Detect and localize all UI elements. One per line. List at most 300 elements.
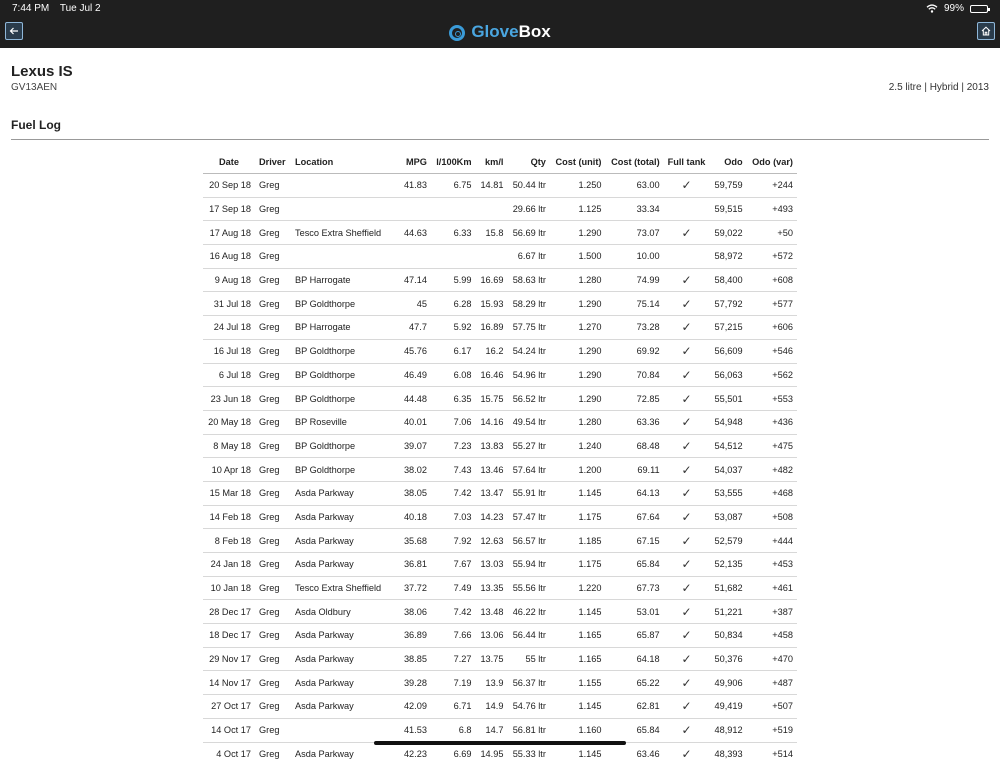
cell-qty: 56.69 ltr <box>507 221 549 245</box>
cell-cost-total: 75.14 <box>605 292 663 316</box>
fuel-log-body <box>203 174 797 765</box>
cell-kml: 14.23 <box>476 505 508 529</box>
cell-kml: 15.75 <box>476 387 508 411</box>
cell-cost-unit: 1.160 <box>550 718 606 742</box>
cell-cost-unit: 1.175 <box>550 505 606 529</box>
cell-cost-total: 72.85 <box>605 387 663 411</box>
cell-qty: 58.63 ltr <box>507 268 549 292</box>
cell-date: 16 Aug 18 <box>203 245 255 269</box>
cell-odo: 52,135 <box>709 553 746 577</box>
table-row[interactable] <box>203 671 797 695</box>
cell-l100km: 6.71 <box>431 695 476 719</box>
cell-full-tank: ✓ <box>664 553 710 577</box>
cell-location: BP Goldthorpe <box>291 363 399 387</box>
cell-odo-var: +519 <box>747 718 797 742</box>
table-row[interactable] <box>203 245 797 269</box>
table-row[interactable] <box>203 742 797 765</box>
cell-location: Asda Parkway <box>291 553 399 577</box>
home-icon <box>981 26 991 36</box>
cell-mpg: 39.07 <box>399 434 431 458</box>
table-row[interactable] <box>203 647 797 671</box>
cell-full-tank: ✓ <box>664 410 710 434</box>
cell-full-tank: ✓ <box>664 363 710 387</box>
cell-driver: Greg <box>255 624 291 648</box>
cell-l100km: 6.08 <box>431 363 476 387</box>
table-row[interactable] <box>203 292 797 316</box>
cell-full-tank <box>664 197 710 221</box>
cell-date: 31 Jul 18 <box>203 292 255 316</box>
cell-mpg: 40.01 <box>399 410 431 434</box>
cell-l100km: 6.75 <box>431 174 476 198</box>
cell-driver: Greg <box>255 576 291 600</box>
cell-odo: 59,515 <box>709 197 746 221</box>
brand-name-part1: Glove <box>471 22 518 41</box>
cell-odo-var: +482 <box>747 458 797 482</box>
cell-location: BP Harrogate <box>291 268 399 292</box>
cell-date: 14 Oct 17 <box>203 718 255 742</box>
table-row[interactable] <box>203 197 797 221</box>
cell-location: Tesco Extra Sheffield <box>291 576 399 600</box>
cell-cost-unit: 1.280 <box>550 268 606 292</box>
cell-odo: 54,037 <box>709 458 746 482</box>
cell-odo-var: +507 <box>747 695 797 719</box>
cell-odo: 53,555 <box>709 481 746 505</box>
cell-driver: Greg <box>255 245 291 269</box>
cell-date: 14 Nov 17 <box>203 671 255 695</box>
cell-odo-var: +468 <box>747 481 797 505</box>
cell-cost-total: 62.81 <box>605 695 663 719</box>
cell-kml: 14.95 <box>476 742 508 765</box>
cell-kml: 16.46 <box>476 363 508 387</box>
cell-odo-var: +244 <box>747 174 797 198</box>
cell-cost-unit: 1.280 <box>550 410 606 434</box>
cell-odo-var: +461 <box>747 576 797 600</box>
cell-date: 16 Jul 18 <box>203 339 255 363</box>
cell-cost-unit: 1.165 <box>550 624 606 648</box>
cell-odo: 51,682 <box>709 576 746 600</box>
cell-date: 9 Aug 18 <box>203 268 255 292</box>
table-row[interactable] <box>203 221 797 245</box>
cell-driver: Greg <box>255 434 291 458</box>
cell-cost-total: 65.84 <box>605 718 663 742</box>
cell-kml: 14.16 <box>476 410 508 434</box>
status-time: 7:44 PM <box>12 3 49 14</box>
cell-cost-total: 64.18 <box>605 647 663 671</box>
cell-kml: 16.89 <box>476 316 508 340</box>
cell-odo: 55,501 <box>709 387 746 411</box>
cell-kml: 14.7 <box>476 718 508 742</box>
cell-cost-unit: 1.175 <box>550 553 606 577</box>
cell-date: 20 May 18 <box>203 410 255 434</box>
battery-percent: 99% <box>944 3 964 14</box>
cell-full-tank: ✓ <box>664 174 710 198</box>
cell-cost-total: 69.11 <box>605 458 663 482</box>
cell-driver: Greg <box>255 221 291 245</box>
app-brand <box>0 22 1000 42</box>
cell-odo: 48,393 <box>709 742 746 765</box>
table-row[interactable] <box>203 458 797 482</box>
cell-location: Asda Parkway <box>291 742 399 765</box>
cell-odo-var: +606 <box>747 316 797 340</box>
cell-odo-var: +436 <box>747 410 797 434</box>
cell-l100km: 7.19 <box>431 671 476 695</box>
table-header-row <box>203 151 797 174</box>
cell-kml: 14.81 <box>476 174 508 198</box>
cell-mpg: 47.14 <box>399 268 431 292</box>
table-row[interactable] <box>203 481 797 505</box>
cell-full-tank: ✓ <box>664 695 710 719</box>
cell-date: 29 Nov 17 <box>203 647 255 671</box>
cell-cost-total: 73.07 <box>605 221 663 245</box>
cell-full-tank: ✓ <box>664 600 710 624</box>
cell-location: Asda Parkway <box>291 529 399 553</box>
cell-full-tank: ✓ <box>664 292 710 316</box>
cell-cost-total: 67.15 <box>605 529 663 553</box>
cell-cost-unit: 1.290 <box>550 387 606 411</box>
cell-full-tank: ✓ <box>664 647 710 671</box>
cell-cost-total: 63.46 <box>605 742 663 765</box>
table-row[interactable] <box>203 695 797 719</box>
wifi-icon <box>926 4 938 13</box>
gloveBox-logo-icon <box>449 25 465 41</box>
header-location: Location <box>291 151 399 174</box>
cell-mpg: 44.48 <box>399 387 431 411</box>
cell-qty: 56.52 ltr <box>507 387 549 411</box>
cell-kml <box>476 245 508 269</box>
cell-mpg: 38.02 <box>399 458 431 482</box>
cell-odo: 58,400 <box>709 268 746 292</box>
cell-location: BP Goldthorpe <box>291 387 399 411</box>
cell-location: BP Roseville <box>291 410 399 434</box>
cell-full-tank: ✓ <box>664 434 710 458</box>
cell-odo: 52,579 <box>709 529 746 553</box>
cell-driver: Greg <box>255 268 291 292</box>
header-mpg: MPG <box>399 151 431 174</box>
cell-kml: 15.8 <box>476 221 508 245</box>
header-cost-total: Cost (total) <box>605 151 663 174</box>
cell-cost-unit: 1.125 <box>550 197 606 221</box>
cell-l100km: 7.27 <box>431 647 476 671</box>
cell-odo-var: +562 <box>747 363 797 387</box>
cell-kml: 13.83 <box>476 434 508 458</box>
cell-cost-unit: 1.185 <box>550 529 606 553</box>
cell-driver: Greg <box>255 174 291 198</box>
cell-mpg <box>399 197 431 221</box>
cell-odo: 54,512 <box>709 434 746 458</box>
cell-cost-unit: 1.145 <box>550 742 606 765</box>
cell-driver: Greg <box>255 458 291 482</box>
cell-odo: 56,063 <box>709 363 746 387</box>
cell-location: BP Goldthorpe <box>291 292 399 316</box>
cell-date: 24 Jan 18 <box>203 553 255 577</box>
cell-l100km: 5.99 <box>431 268 476 292</box>
header-date: Date <box>203 151 255 174</box>
top-bar <box>0 0 1000 48</box>
cell-kml: 13.46 <box>476 458 508 482</box>
cell-odo-var: +508 <box>747 505 797 529</box>
cell-odo-var: +608 <box>747 268 797 292</box>
cell-mpg: 35.68 <box>399 529 431 553</box>
cell-driver: Greg <box>255 671 291 695</box>
cell-kml: 13.06 <box>476 624 508 648</box>
cell-driver: Greg <box>255 410 291 434</box>
cell-odo: 50,376 <box>709 647 746 671</box>
cell-qty: 54.96 ltr <box>507 363 549 387</box>
cell-driver: Greg <box>255 197 291 221</box>
cell-location <box>291 245 399 269</box>
table-row[interactable] <box>203 363 797 387</box>
cell-mpg: 40.18 <box>399 505 431 529</box>
cell-qty: 50.44 ltr <box>507 174 549 198</box>
status-bar-right <box>926 3 988 14</box>
cell-l100km: 6.33 <box>431 221 476 245</box>
table-row[interactable] <box>203 624 797 648</box>
cell-odo-var: +475 <box>747 434 797 458</box>
battery-icon <box>970 5 988 13</box>
header-odo-var: Odo (var) <box>747 151 797 174</box>
cell-odo-var: +577 <box>747 292 797 316</box>
cell-cost-total: 65.84 <box>605 553 663 577</box>
cell-kml: 13.35 <box>476 576 508 600</box>
cell-qty: 49.54 ltr <box>507 410 549 434</box>
cell-qty: 29.66 ltr <box>507 197 549 221</box>
header-kml: km/l <box>476 151 508 174</box>
cell-l100km: 7.66 <box>431 624 476 648</box>
cell-odo-var: +514 <box>747 742 797 765</box>
cell-qty: 58.29 ltr <box>507 292 549 316</box>
cell-cost-total: 63.36 <box>605 410 663 434</box>
cell-qty: 56.37 ltr <box>507 671 549 695</box>
cell-cost-unit: 1.200 <box>550 458 606 482</box>
cell-location <box>291 718 399 742</box>
cell-date: 17 Sep 18 <box>203 197 255 221</box>
cell-l100km: 6.17 <box>431 339 476 363</box>
cell-odo: 59,022 <box>709 221 746 245</box>
cell-l100km: 7.67 <box>431 553 476 577</box>
cell-qty: 55.27 ltr <box>507 434 549 458</box>
cell-full-tank: ✓ <box>664 671 710 695</box>
table-row[interactable] <box>203 434 797 458</box>
cell-cost-unit: 1.145 <box>550 695 606 719</box>
cell-odo-var: +50 <box>747 221 797 245</box>
cell-l100km: 7.43 <box>431 458 476 482</box>
table-row[interactable] <box>203 576 797 600</box>
cell-mpg: 39.28 <box>399 671 431 695</box>
status-date: Tue Jul 2 <box>60 3 101 14</box>
cell-cost-unit: 1.220 <box>550 576 606 600</box>
cell-l100km: 7.23 <box>431 434 476 458</box>
cell-date: 8 Feb 18 <box>203 529 255 553</box>
cell-kml: 13.47 <box>476 481 508 505</box>
cell-location: BP Harrogate <box>291 316 399 340</box>
cell-odo-var: +572 <box>747 245 797 269</box>
cell-kml <box>476 197 508 221</box>
section-divider <box>11 139 989 140</box>
cell-cost-total: 33.34 <box>605 197 663 221</box>
cell-odo-var: +458 <box>747 624 797 648</box>
cell-driver: Greg <box>255 529 291 553</box>
cell-location: Asda Parkway <box>291 647 399 671</box>
table-row[interactable] <box>203 600 797 624</box>
cell-date: 15 Mar 18 <box>203 481 255 505</box>
cell-location: BP Goldthorpe <box>291 458 399 482</box>
cell-date: 10 Jan 18 <box>203 576 255 600</box>
cell-driver: Greg <box>255 742 291 765</box>
cell-odo-var: +387 <box>747 600 797 624</box>
cell-date: 20 Sep 18 <box>203 174 255 198</box>
cell-full-tank: ✓ <box>664 221 710 245</box>
cell-cost-total: 74.99 <box>605 268 663 292</box>
cell-kml: 14.9 <box>476 695 508 719</box>
cell-full-tank: ✓ <box>664 481 710 505</box>
cell-qty: 55.33 ltr <box>507 742 549 765</box>
cell-odo: 48,912 <box>709 718 746 742</box>
cell-qty: 56.57 ltr <box>507 529 549 553</box>
cell-kml: 16.69 <box>476 268 508 292</box>
cell-odo: 59,759 <box>709 174 746 198</box>
cell-mpg: 36.89 <box>399 624 431 648</box>
cell-cost-total: 63.00 <box>605 174 663 198</box>
cell-qty: 55.91 ltr <box>507 481 549 505</box>
table-row[interactable] <box>203 718 797 742</box>
cell-qty: 57.64 ltr <box>507 458 549 482</box>
cell-l100km: 7.03 <box>431 505 476 529</box>
cell-driver: Greg <box>255 647 291 671</box>
cell-mpg: 38.05 <box>399 481 431 505</box>
cell-driver: Greg <box>255 718 291 742</box>
cell-l100km: 7.92 <box>431 529 476 553</box>
header-l100km: l/100Km <box>431 151 476 174</box>
cell-cost-total: 10.00 <box>605 245 663 269</box>
cell-qty: 6.67 ltr <box>507 245 549 269</box>
fuel-log-table <box>203 151 797 765</box>
cell-qty: 54.76 ltr <box>507 695 549 719</box>
cell-driver: Greg <box>255 339 291 363</box>
cell-location: Tesco Extra Sheffield <box>291 221 399 245</box>
cell-cost-unit: 1.290 <box>550 221 606 245</box>
cell-full-tank: ✓ <box>664 742 710 765</box>
header-qty: Qty <box>507 151 549 174</box>
cell-kml: 13.48 <box>476 600 508 624</box>
cell-full-tank: ✓ <box>664 387 710 411</box>
section-title: Fuel Log <box>11 118 61 132</box>
cell-mpg: 38.85 <box>399 647 431 671</box>
cell-location: BP Goldthorpe <box>291 339 399 363</box>
cell-mpg: 38.06 <box>399 600 431 624</box>
cell-mpg: 41.53 <box>399 718 431 742</box>
cell-qty: 55.56 ltr <box>507 576 549 600</box>
cell-odo-var: +453 <box>747 553 797 577</box>
cell-cost-unit: 1.240 <box>550 434 606 458</box>
cell-full-tank: ✓ <box>664 339 710 363</box>
cell-location: BP Goldthorpe <box>291 434 399 458</box>
cell-full-tank: ✓ <box>664 316 710 340</box>
cell-l100km <box>431 197 476 221</box>
cell-location: Asda Parkway <box>291 481 399 505</box>
table-row[interactable] <box>203 529 797 553</box>
cell-odo: 50,834 <box>709 624 746 648</box>
cell-qty: 55.94 ltr <box>507 553 549 577</box>
cell-mpg: 45.76 <box>399 339 431 363</box>
brand-name-part2: Box <box>519 22 551 41</box>
cell-driver: Greg <box>255 505 291 529</box>
cell-cost-total: 70.84 <box>605 363 663 387</box>
cell-cost-total: 65.22 <box>605 671 663 695</box>
cell-kml: 13.75 <box>476 647 508 671</box>
status-bar-left <box>12 3 109 14</box>
cell-l100km: 6.69 <box>431 742 476 765</box>
cell-qty: 57.47 ltr <box>507 505 549 529</box>
cell-location: Asda Parkway <box>291 695 399 719</box>
cell-cost-unit: 1.270 <box>550 316 606 340</box>
table-row[interactable] <box>203 316 797 340</box>
cell-driver: Greg <box>255 292 291 316</box>
table-row[interactable] <box>203 387 797 411</box>
cell-mpg: 36.81 <box>399 553 431 577</box>
cell-date: 27 Oct 17 <box>203 695 255 719</box>
cell-l100km: 6.8 <box>431 718 476 742</box>
cell-driver: Greg <box>255 553 291 577</box>
cell-location: Asda Parkway <box>291 505 399 529</box>
home-button[interactable] <box>977 22 995 40</box>
cell-l100km: 6.28 <box>431 292 476 316</box>
vehicle-registration: GV13AEN <box>11 82 57 93</box>
table-row[interactable] <box>203 410 797 434</box>
cell-odo: 49,419 <box>709 695 746 719</box>
cell-date: 23 Jun 18 <box>203 387 255 411</box>
cell-date: 4 Oct 17 <box>203 742 255 765</box>
cell-driver: Greg <box>255 316 291 340</box>
home-indicator[interactable] <box>374 741 626 745</box>
cell-date: 6 Jul 18 <box>203 363 255 387</box>
vehicle-name: Lexus IS <box>11 63 73 80</box>
cell-l100km: 7.42 <box>431 481 476 505</box>
header-driver: Driver <box>255 151 291 174</box>
table-row[interactable] <box>203 553 797 577</box>
cell-cost-total: 73.28 <box>605 316 663 340</box>
cell-odo-var: +553 <box>747 387 797 411</box>
cell-cost-unit: 1.250 <box>550 174 606 198</box>
cell-location: Asda Parkway <box>291 624 399 648</box>
cell-l100km: 7.06 <box>431 410 476 434</box>
cell-l100km: 5.92 <box>431 316 476 340</box>
cell-odo: 56,609 <box>709 339 746 363</box>
cell-odo: 51,221 <box>709 600 746 624</box>
table-row[interactable] <box>203 505 797 529</box>
cell-odo: 54,948 <box>709 410 746 434</box>
cell-mpg: 44.63 <box>399 221 431 245</box>
cell-cost-unit: 1.145 <box>550 481 606 505</box>
cell-cost-total: 67.73 <box>605 576 663 600</box>
table-row[interactable] <box>203 174 797 198</box>
header-cost-unit: Cost (unit) <box>550 151 606 174</box>
cell-driver: Greg <box>255 695 291 719</box>
cell-l100km: 7.49 <box>431 576 476 600</box>
cell-driver: Greg <box>255 363 291 387</box>
cell-full-tank: ✓ <box>664 576 710 600</box>
table-row[interactable] <box>203 339 797 363</box>
cell-mpg: 45 <box>399 292 431 316</box>
cell-full-tank: ✓ <box>664 458 710 482</box>
cell-driver: Greg <box>255 387 291 411</box>
cell-l100km: 7.42 <box>431 600 476 624</box>
table-row[interactable] <box>203 268 797 292</box>
cell-odo: 49,906 <box>709 671 746 695</box>
cell-date: 10 Apr 18 <box>203 458 255 482</box>
cell-kml: 13.9 <box>476 671 508 695</box>
cell-mpg: 41.83 <box>399 174 431 198</box>
cell-cost-total: 65.87 <box>605 624 663 648</box>
